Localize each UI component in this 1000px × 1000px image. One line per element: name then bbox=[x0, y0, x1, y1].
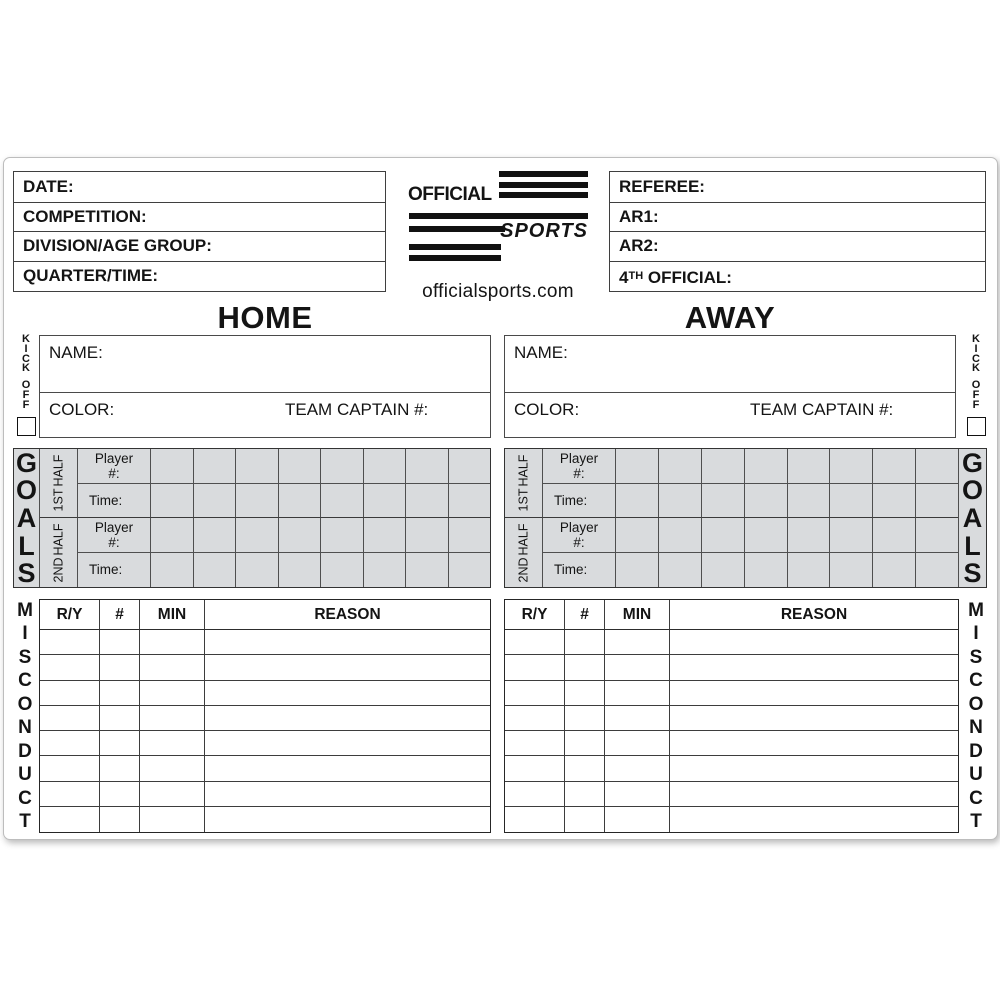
home-goals-table bbox=[13, 448, 491, 588]
kickoff-word bbox=[22, 381, 31, 410]
captain-label: TEAM CAPTAIN #: bbox=[285, 399, 429, 419]
player-number-label: Player #: bbox=[77, 518, 150, 553]
first-half-label: 1ST HALF bbox=[505, 449, 542, 518]
kickoff-checkbox-away[interactable] bbox=[967, 417, 986, 436]
goal-entry-cell[interactable] bbox=[448, 553, 491, 588]
misconduct-cell[interactable] bbox=[564, 630, 604, 655]
logo-word-official: OFFICIAL bbox=[408, 184, 492, 205]
color-label: COLOR: bbox=[514, 399, 580, 419]
misconduct-cell[interactable] bbox=[564, 655, 604, 680]
misconduct-cell[interactable] bbox=[99, 630, 139, 655]
away-color-field[interactable] bbox=[504, 392, 956, 438]
misconduct-cell[interactable] bbox=[505, 807, 564, 832]
kickoff-away bbox=[965, 335, 987, 436]
home-misconduct-table bbox=[39, 599, 491, 833]
kickoff-home bbox=[15, 335, 37, 436]
misconduct-cell[interactable] bbox=[505, 681, 564, 706]
misconduct-cell[interactable] bbox=[604, 731, 669, 756]
goal-entry-cell[interactable] bbox=[363, 484, 406, 519]
goal-entry-cell[interactable] bbox=[448, 449, 491, 484]
misconduct-cell[interactable] bbox=[604, 630, 669, 655]
goal-entry-cell[interactable] bbox=[448, 484, 491, 519]
away-goal-entry-grid bbox=[615, 449, 958, 587]
misconduct-cell[interactable] bbox=[669, 706, 958, 731]
letter: U bbox=[969, 764, 983, 786]
fourth-official-field[interactable]: 4TH OFFICIAL: bbox=[609, 261, 986, 292]
misconduct-cell[interactable] bbox=[139, 655, 204, 680]
goal-entry-cell[interactable] bbox=[235, 518, 278, 553]
first-half-label: 1ST HALF bbox=[40, 449, 77, 518]
letter: L bbox=[964, 530, 981, 561]
misconduct-cell[interactable] bbox=[139, 731, 204, 756]
goal-entry-cell[interactable] bbox=[744, 449, 787, 484]
player-number-label: Player #: bbox=[542, 449, 615, 484]
misconduct-cell[interactable] bbox=[40, 681, 99, 706]
player-number-label: Player #: bbox=[542, 518, 615, 553]
away-title: AWAY bbox=[684, 300, 776, 335]
goal-entry-cell[interactable] bbox=[872, 518, 915, 553]
goal-entry-cell[interactable] bbox=[829, 518, 872, 553]
letter: I bbox=[974, 342, 978, 355]
referee-scorecard bbox=[3, 157, 998, 840]
goal-entry-cell[interactable] bbox=[363, 449, 406, 484]
goal-entry-cell[interactable] bbox=[278, 484, 321, 519]
column-header-reason: REASON bbox=[204, 600, 490, 630]
goal-entry-cell[interactable] bbox=[915, 484, 958, 519]
away-misconduct-table bbox=[504, 599, 959, 833]
column-header-min: MIN bbox=[139, 600, 204, 630]
goal-entry-cell[interactable] bbox=[405, 449, 448, 484]
misconduct-cell[interactable] bbox=[564, 756, 604, 781]
goal-entry-cell[interactable] bbox=[448, 518, 491, 553]
misconduct-vertical-label-away bbox=[963, 601, 989, 831]
goal-entry-cell[interactable] bbox=[915, 449, 958, 484]
misconduct-cell[interactable] bbox=[604, 756, 669, 781]
letter: O bbox=[21, 379, 31, 392]
goal-entry-cell[interactable] bbox=[915, 518, 958, 553]
second-half-label: 2ND HALF bbox=[51, 523, 66, 582]
goal-entry-cell[interactable] bbox=[872, 484, 915, 519]
goal-entry-cell[interactable] bbox=[658, 484, 701, 519]
goals-vertical-label bbox=[958, 449, 986, 587]
goal-entry-cell[interactable] bbox=[193, 553, 236, 588]
goal-entry-cell[interactable] bbox=[193, 484, 236, 519]
goal-entry-cell[interactable] bbox=[150, 518, 193, 553]
misconduct-cell[interactable] bbox=[669, 756, 958, 781]
column-header-number: # bbox=[564, 600, 604, 630]
misconduct-cell[interactable] bbox=[139, 681, 204, 706]
letter: S bbox=[17, 558, 36, 589]
logo-stripe bbox=[409, 255, 501, 261]
misconduct-cell[interactable] bbox=[204, 706, 490, 731]
time-label: Time: bbox=[542, 484, 615, 519]
letter: M bbox=[968, 600, 984, 621]
misconduct-cell[interactable] bbox=[40, 731, 99, 756]
goal-entry-cell[interactable] bbox=[363, 518, 406, 553]
goal-entry-cell[interactable] bbox=[744, 484, 787, 519]
division-age-group-field[interactable]: DIVISION/AGE GROUP: bbox=[13, 231, 386, 262]
column-header-min: MIN bbox=[604, 600, 669, 630]
home-goal-entry-grid bbox=[150, 449, 490, 587]
misconduct-cell[interactable] bbox=[564, 706, 604, 731]
letter: O bbox=[968, 693, 984, 715]
letter: I bbox=[973, 623, 979, 645]
goal-entry-cell[interactable] bbox=[320, 449, 363, 484]
letter: M bbox=[17, 600, 33, 621]
letter: G bbox=[961, 447, 983, 478]
time-label: Time: bbox=[77, 553, 150, 588]
misconduct-cell[interactable] bbox=[669, 731, 958, 756]
letter: T bbox=[970, 810, 982, 832]
misconduct-cell[interactable] bbox=[505, 655, 564, 680]
misconduct-cell[interactable] bbox=[604, 655, 669, 680]
goal-entry-cell[interactable] bbox=[787, 518, 830, 553]
misconduct-cell[interactable] bbox=[99, 782, 139, 807]
kickoff-checkbox-home[interactable] bbox=[17, 417, 36, 436]
letter: F bbox=[972, 398, 980, 411]
misconduct-cell[interactable] bbox=[204, 807, 490, 832]
letter: C bbox=[969, 787, 983, 809]
goal-entry-cell[interactable] bbox=[744, 553, 787, 588]
logo-stripe bbox=[499, 171, 588, 177]
misconduct-cell[interactable] bbox=[99, 807, 139, 832]
letter: F bbox=[972, 388, 980, 401]
goal-entry-cell[interactable] bbox=[701, 484, 744, 519]
logo-stripe bbox=[499, 182, 588, 188]
ar1-field[interactable]: AR1: bbox=[609, 202, 986, 233]
letter: O bbox=[971, 379, 981, 392]
goal-entry-cell[interactable] bbox=[872, 553, 915, 588]
misconduct-cell[interactable] bbox=[505, 706, 564, 731]
goal-entry-cell[interactable] bbox=[278, 553, 321, 588]
misconduct-cell[interactable] bbox=[40, 807, 99, 832]
goal-entry-cell[interactable] bbox=[150, 449, 193, 484]
column-header-number: # bbox=[99, 600, 139, 630]
ar2-field[interactable]: AR2: bbox=[609, 231, 986, 262]
letter: U bbox=[18, 764, 32, 786]
logo-stripe bbox=[409, 213, 588, 219]
goal-entry-cell[interactable] bbox=[150, 484, 193, 519]
column-header-ry: R/Y bbox=[40, 600, 99, 630]
letter: S bbox=[963, 558, 982, 589]
goal-entry-cell[interactable] bbox=[829, 449, 872, 484]
away-name-field[interactable]: NAME: bbox=[504, 335, 956, 393]
letter: O bbox=[15, 475, 37, 506]
goal-entry-cell[interactable] bbox=[278, 449, 321, 484]
goal-entry-cell[interactable] bbox=[744, 518, 787, 553]
letter: L bbox=[18, 530, 35, 561]
goals-vertical-label bbox=[14, 449, 40, 587]
misconduct-cell[interactable] bbox=[669, 655, 958, 680]
match-info-fields bbox=[13, 171, 386, 292]
misconduct-cell[interactable] bbox=[204, 681, 490, 706]
goal-entry-cell[interactable] bbox=[701, 518, 744, 553]
misconduct-cell[interactable] bbox=[40, 706, 99, 731]
logo-stripe bbox=[409, 244, 501, 250]
goal-entry-cell[interactable] bbox=[615, 449, 658, 484]
misconduct-cell[interactable] bbox=[505, 756, 564, 781]
misconduct-cell[interactable] bbox=[139, 630, 204, 655]
goal-entry-cell[interactable] bbox=[405, 518, 448, 553]
goal-entry-cell[interactable] bbox=[363, 553, 406, 588]
misconduct-cell[interactable] bbox=[99, 681, 139, 706]
misconduct-cell[interactable] bbox=[505, 630, 564, 655]
color-label: COLOR: bbox=[49, 399, 115, 419]
goal-entry-cell[interactable] bbox=[787, 484, 830, 519]
misconduct-cell[interactable] bbox=[204, 630, 490, 655]
letter: A bbox=[962, 502, 983, 533]
goal-entry-cell[interactable] bbox=[193, 518, 236, 553]
referee-field[interactable]: REFEREE: bbox=[609, 171, 986, 203]
logo-stripe bbox=[499, 192, 588, 198]
logo-word-sports: SPORTS bbox=[500, 220, 588, 242]
goal-entry-cell[interactable] bbox=[235, 484, 278, 519]
column-header-ry: R/Y bbox=[505, 600, 564, 630]
letter: T bbox=[19, 810, 31, 832]
goal-entry-cell[interactable] bbox=[235, 553, 278, 588]
goal-entry-cell[interactable] bbox=[658, 518, 701, 553]
goal-entry-cell[interactable] bbox=[405, 553, 448, 588]
quarter-time-field[interactable]: QUARTER/TIME: bbox=[13, 261, 386, 292]
goal-entry-cell[interactable] bbox=[320, 518, 363, 553]
goal-entry-cell[interactable] bbox=[658, 553, 701, 588]
officials-fields bbox=[609, 171, 986, 292]
competition-field[interactable]: COMPETITION: bbox=[13, 202, 386, 233]
misconduct-cell[interactable] bbox=[204, 731, 490, 756]
player-number-label: Player #: bbox=[77, 449, 150, 484]
misconduct-cell[interactable] bbox=[669, 807, 958, 832]
letter: G bbox=[15, 447, 37, 478]
goal-entry-cell[interactable] bbox=[615, 518, 658, 553]
goal-entry-cell[interactable] bbox=[829, 553, 872, 588]
goal-entry-cell[interactable] bbox=[405, 484, 448, 519]
letter: N bbox=[969, 717, 983, 739]
goal-entry-cell[interactable] bbox=[235, 449, 278, 484]
goal-entry-cell[interactable] bbox=[872, 449, 915, 484]
letter: S bbox=[969, 646, 983, 668]
second-half-label: 2ND HALF bbox=[516, 523, 531, 582]
logo-stripe bbox=[409, 226, 505, 232]
date-field[interactable]: DATE: bbox=[13, 171, 386, 203]
letter: K bbox=[22, 333, 30, 345]
away-goals-table bbox=[504, 448, 987, 588]
misconduct-cell[interactable] bbox=[564, 681, 604, 706]
misconduct-cell[interactable] bbox=[139, 782, 204, 807]
goal-entry-cell[interactable] bbox=[701, 449, 744, 484]
misconduct-cell[interactable] bbox=[40, 630, 99, 655]
misconduct-vertical-label-home bbox=[12, 601, 38, 831]
misconduct-cell[interactable] bbox=[669, 782, 958, 807]
goal-entry-cell[interactable] bbox=[915, 553, 958, 588]
letter: C bbox=[22, 352, 30, 365]
goal-entry-cell[interactable] bbox=[787, 553, 830, 588]
misconduct-cell[interactable] bbox=[99, 706, 139, 731]
letter: O bbox=[17, 693, 33, 715]
misconduct-cell[interactable] bbox=[40, 655, 99, 680]
letter: C bbox=[972, 352, 980, 365]
letter: F bbox=[22, 388, 30, 401]
letter: K bbox=[972, 362, 980, 375]
misconduct-cell[interactable] bbox=[40, 782, 99, 807]
official-sports-logo bbox=[404, 168, 592, 308]
misconduct-cell[interactable] bbox=[204, 782, 490, 807]
letter: N bbox=[18, 717, 32, 739]
misconduct-cell[interactable] bbox=[505, 782, 564, 807]
home-name-field[interactable]: NAME: bbox=[39, 335, 491, 393]
home-title: HOME bbox=[217, 300, 313, 335]
misconduct-cell[interactable] bbox=[604, 706, 669, 731]
time-label: Time: bbox=[542, 553, 615, 588]
column-header-reason: REASON bbox=[669, 600, 958, 630]
misconduct-cell[interactable] bbox=[564, 807, 604, 832]
letter: C bbox=[18, 670, 32, 692]
captain-label: TEAM CAPTAIN #: bbox=[750, 399, 894, 419]
goal-entry-cell[interactable] bbox=[701, 553, 744, 588]
misconduct-cell[interactable] bbox=[505, 731, 564, 756]
misconduct-cell[interactable] bbox=[604, 807, 669, 832]
goal-entry-cell[interactable] bbox=[829, 484, 872, 519]
letter: O bbox=[961, 475, 983, 506]
goal-entry-cell[interactable] bbox=[278, 518, 321, 553]
misconduct-cell[interactable] bbox=[139, 756, 204, 781]
misconduct-cell[interactable] bbox=[564, 731, 604, 756]
letter: I bbox=[22, 623, 28, 645]
misconduct-cell[interactable] bbox=[204, 756, 490, 781]
goal-entry-cell[interactable] bbox=[615, 553, 658, 588]
misconduct-cell[interactable] bbox=[99, 756, 139, 781]
letter: F bbox=[22, 398, 30, 411]
letter: I bbox=[24, 342, 28, 355]
letter: K bbox=[972, 333, 980, 345]
goal-entry-cell[interactable] bbox=[787, 449, 830, 484]
letter: K bbox=[22, 362, 30, 375]
misconduct-cell[interactable] bbox=[669, 630, 958, 655]
misconduct-cell[interactable] bbox=[564, 782, 604, 807]
letter: S bbox=[18, 646, 32, 668]
time-label: Time: bbox=[77, 484, 150, 519]
website-url: officialsports.com bbox=[422, 281, 574, 302]
misconduct-cell[interactable] bbox=[40, 756, 99, 781]
misconduct-cell[interactable] bbox=[139, 706, 204, 731]
misconduct-cell[interactable] bbox=[204, 655, 490, 680]
misconduct-cell[interactable] bbox=[669, 681, 958, 706]
home-color-field[interactable] bbox=[39, 392, 491, 438]
misconduct-cell[interactable] bbox=[139, 807, 204, 832]
misconduct-cell[interactable] bbox=[604, 681, 669, 706]
letter: D bbox=[18, 740, 32, 762]
goal-entry-cell[interactable] bbox=[320, 484, 363, 519]
goal-entry-cell[interactable] bbox=[615, 484, 658, 519]
letter: C bbox=[969, 670, 983, 692]
letter: A bbox=[16, 502, 37, 533]
kickoff-word bbox=[972, 381, 981, 410]
misconduct-cell[interactable] bbox=[604, 782, 669, 807]
goal-entry-cell[interactable] bbox=[150, 553, 193, 588]
letter: D bbox=[969, 740, 983, 762]
kickoff-word bbox=[22, 335, 30, 374]
misconduct-cell[interactable] bbox=[99, 731, 139, 756]
letter: C bbox=[18, 787, 32, 809]
goal-entry-cell[interactable] bbox=[658, 449, 701, 484]
misconduct-cell[interactable] bbox=[99, 655, 139, 680]
kickoff-word bbox=[972, 335, 980, 374]
goal-entry-cell[interactable] bbox=[320, 553, 363, 588]
goal-entry-cell[interactable] bbox=[193, 449, 236, 484]
